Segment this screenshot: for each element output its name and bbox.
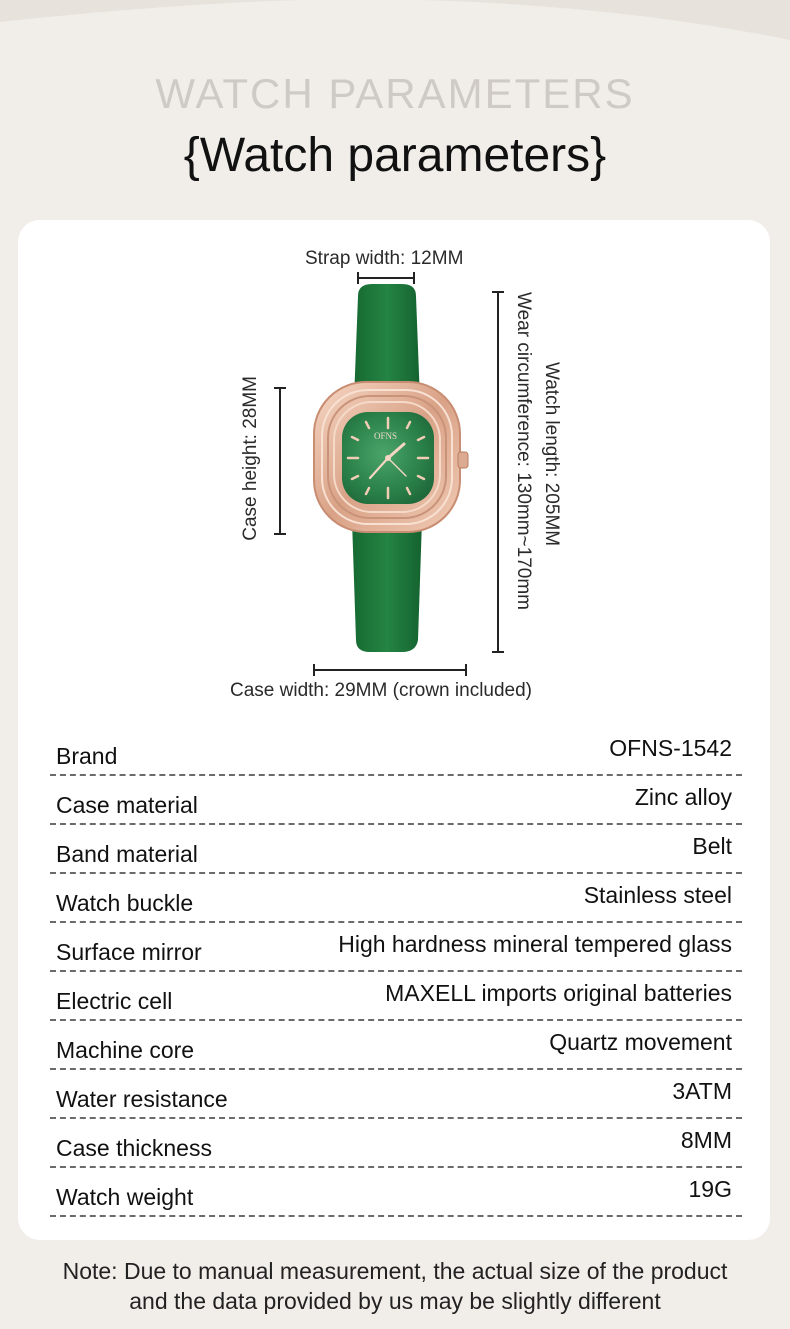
wear-circumference-label: Wear circumference: 130mm~170mm <box>513 292 534 611</box>
strap-bottom <box>352 520 422 652</box>
note-line-1: Note: Due to manual measurement, the actual size of the product <box>62 1258 728 1284</box>
spec-label: Surface mirror <box>56 939 202 965</box>
spec-value: OFNS-1542 <box>609 735 732 761</box>
header-subtitle: WATCH PARAMETERS <box>155 70 635 117</box>
spec-label: Watch weight <box>56 1184 194 1210</box>
spec-value: 3ATM <box>672 1078 732 1104</box>
spec-row-brand <box>50 727 742 776</box>
spec-table <box>50 727 742 1217</box>
spec-label: Machine core <box>56 1037 195 1063</box>
note-line-2: and the data provided by us may be slightly different <box>129 1288 661 1314</box>
spec-value: 19G <box>688 1176 732 1202</box>
spec-row-band-material <box>50 825 742 874</box>
strap-width-label: Strap width: 12MM <box>305 248 464 269</box>
spec-row-case-material <box>50 776 742 825</box>
spec-label: Brand <box>56 743 118 769</box>
watch-length-label: Watch length: 205MM <box>541 362 562 547</box>
spec-value: Stainless steel <box>583 882 732 908</box>
spec-row-machine-core <box>50 1021 742 1070</box>
spec-row-watch-weight <box>50 1168 742 1217</box>
spec-value: MAXELL imports original batteries <box>385 980 732 1006</box>
spec-label: Electric cell <box>56 988 173 1014</box>
spec-value: High hardness mineral tempered glass <box>338 931 732 957</box>
spec-label: Band material <box>56 841 198 867</box>
case-width-label: Case width: 29MM (crown included) <box>230 680 533 701</box>
spec-row-surface-mirror <box>50 923 742 972</box>
spec-value: Quartz movement <box>549 1029 732 1055</box>
spec-value: Belt <box>692 833 732 859</box>
watch-crown <box>458 452 468 468</box>
case-height-label: Case height: 28MM <box>240 376 261 541</box>
spec-label: Case material <box>56 792 198 818</box>
spec-row-watch-buckle <box>50 874 742 923</box>
spec-row-water-resistance <box>50 1070 742 1119</box>
dial-logo: OFNS <box>374 431 398 441</box>
spec-row-case-thickness <box>50 1119 742 1168</box>
spec-row-electric-cell <box>50 972 742 1021</box>
spec-label: Watch buckle <box>56 890 194 916</box>
spec-label: Water resistance <box>56 1086 228 1112</box>
spec-value: 8MM <box>680 1127 732 1153</box>
page-title: {Watch parameters} <box>183 129 607 182</box>
spec-label: Case thickness <box>56 1135 212 1161</box>
measurement-note <box>0 1256 790 1316</box>
spec-value: Zinc alloy <box>634 784 732 810</box>
